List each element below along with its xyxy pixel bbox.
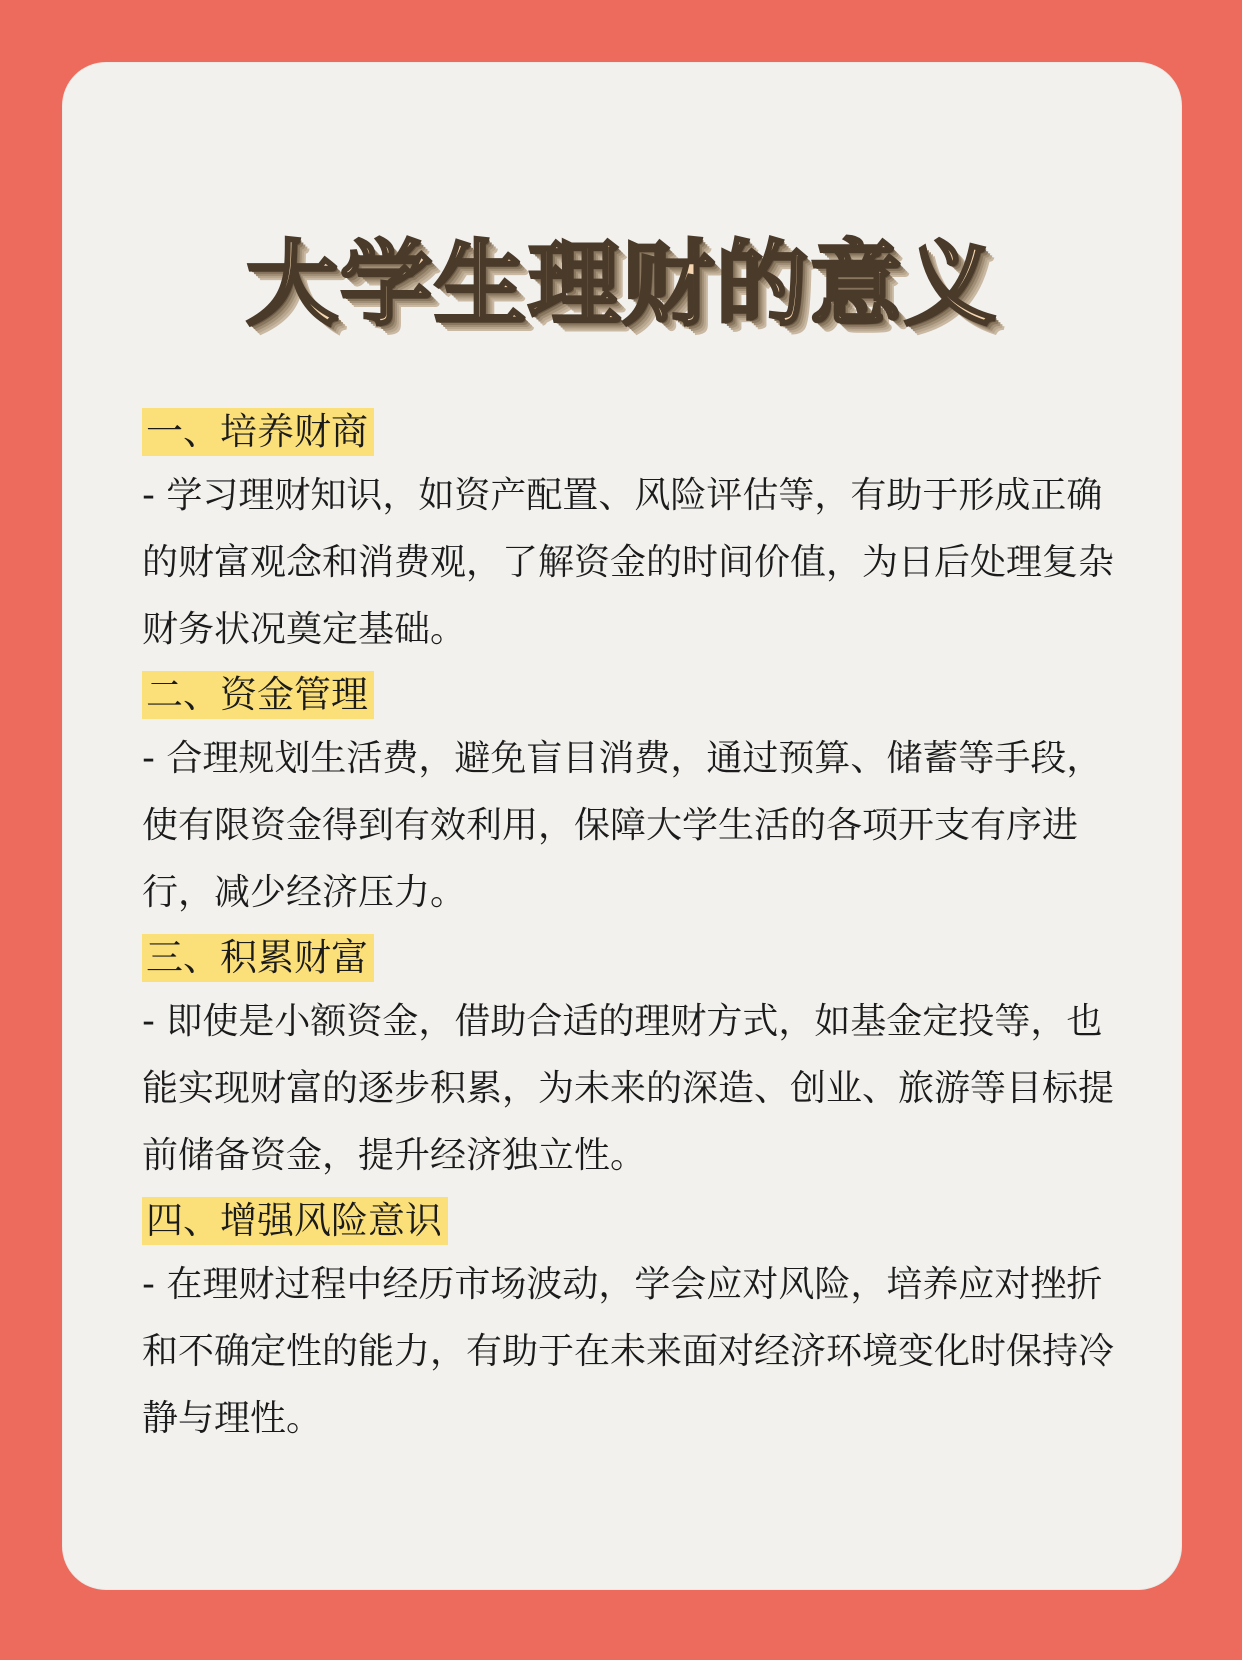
section-body: - 学习理财知识，如资产配置、风险评估等，有助于形成正确的财富观念和消费观，了解资金的时间价值，为日后处理复杂财务状况奠定基础。	[142, 475, 1115, 650]
article-content	[142, 408, 1132, 1460]
section-1	[142, 408, 1132, 663]
section-4	[142, 1197, 1132, 1452]
section-body: - 合理规划生活费，避免盲目消费，通过预算、储蓄等手段，使有限资金得到有效利用，保障大学生活的各项开支有序进行，减少经济压力。	[142, 738, 1103, 913]
section-body: - 在理财过程中经历市场波动，学会应对风险，培养应对挫折和不确定性的能力，有助于在未来面对经济环境变化时保持冷静与理性。	[142, 1264, 1115, 1439]
section-heading: 一、培养财商	[142, 408, 374, 456]
page-title: 大学生理财的意义	[245, 230, 998, 338]
section-heading: 二、资金管理	[142, 671, 374, 719]
section-body: - 即使是小额资金，借助合适的理财方式，如基金定投等，也能实现财富的逐步积累，为未来的深造、创业、旅游等目标提前储备资金，提升经济独立性。	[142, 1001, 1115, 1176]
section-2	[142, 671, 1132, 926]
content-card	[62, 62, 1182, 1590]
section-heading: 四、增强风险意识	[142, 1197, 448, 1245]
section-3	[142, 934, 1132, 1189]
section-heading: 三、积累财富	[142, 934, 374, 982]
